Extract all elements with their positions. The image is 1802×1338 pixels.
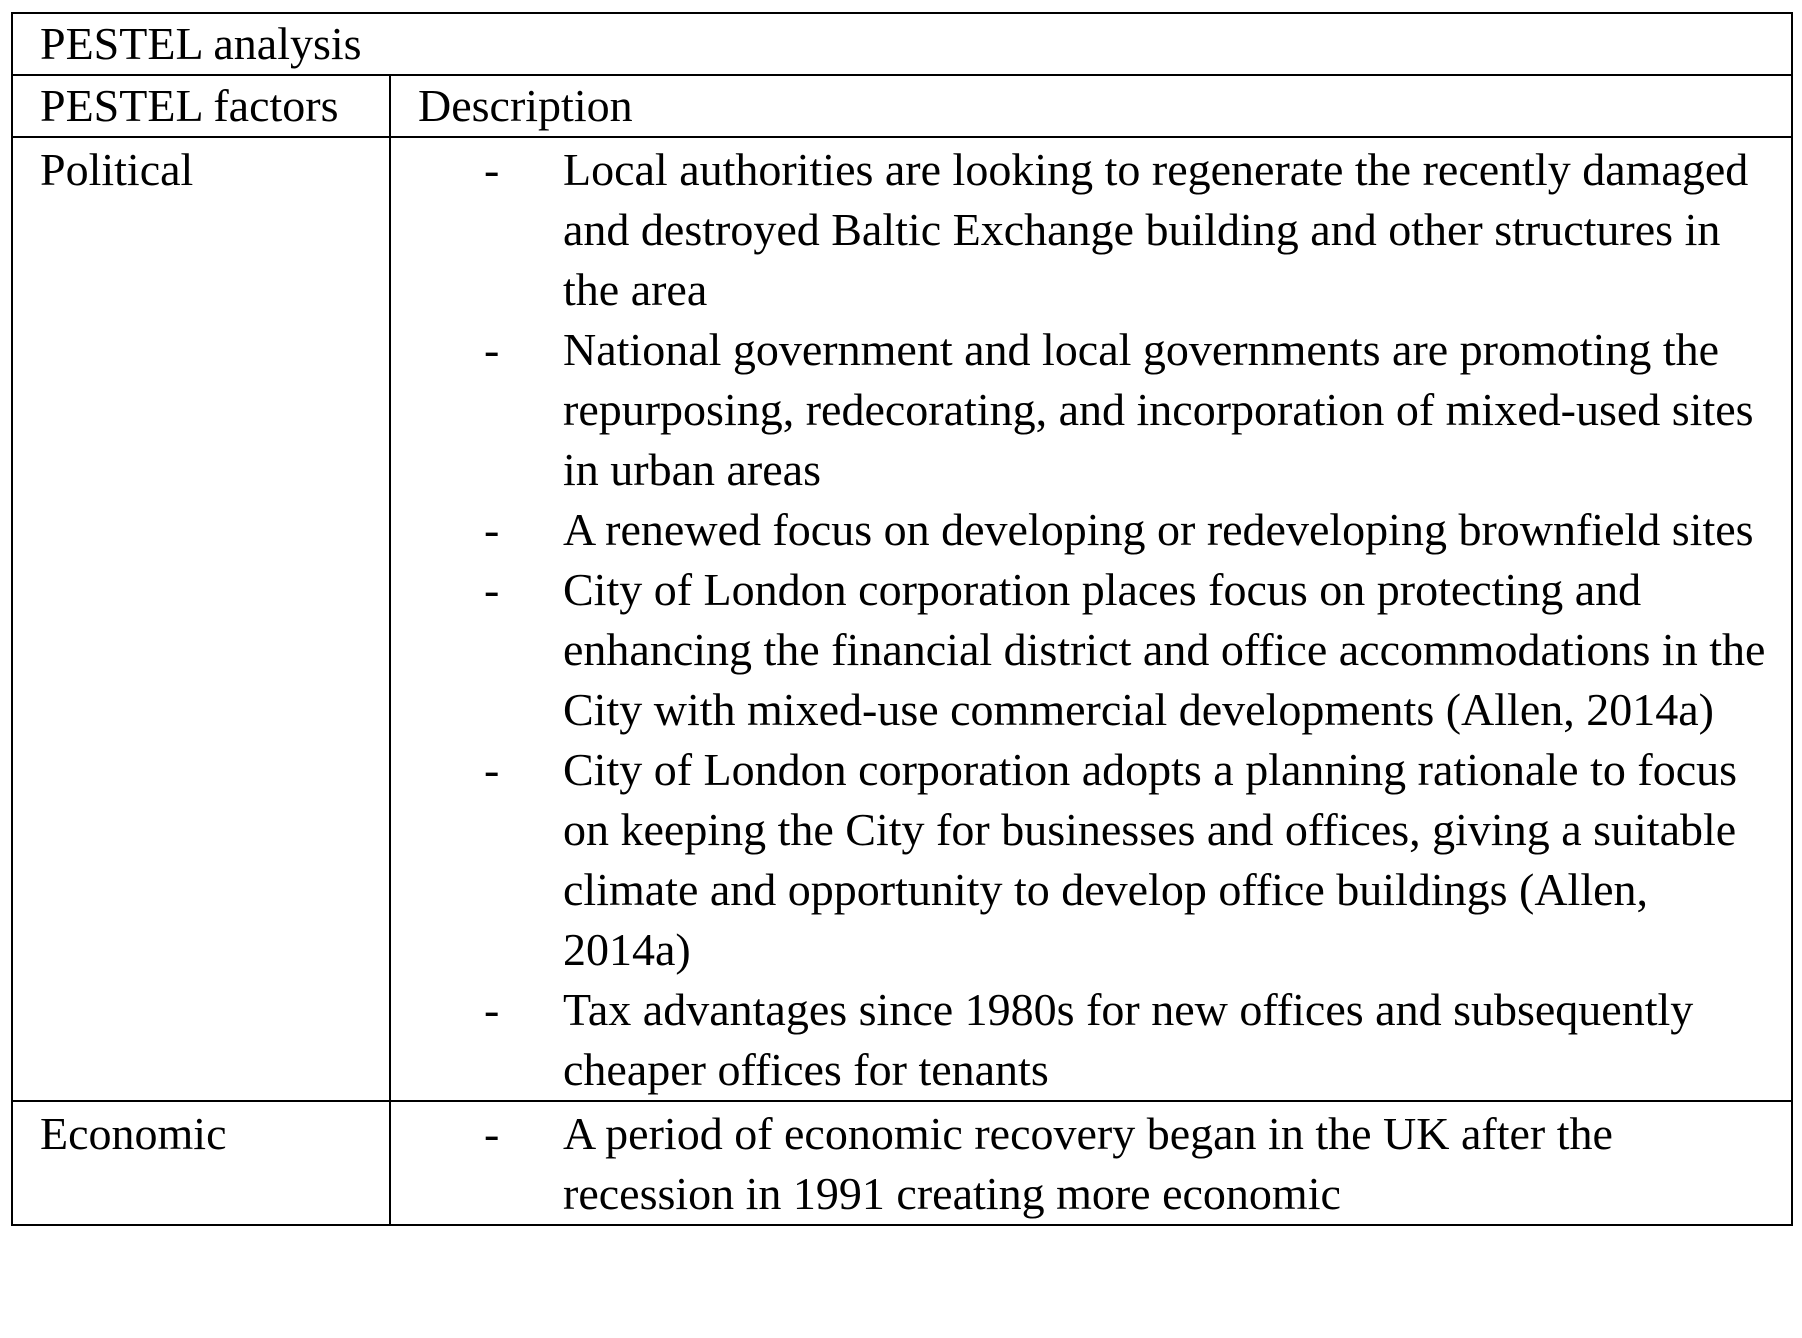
factor-label: Political [12,137,390,1101]
list-item-text: Local authorities are looking to regenerate the recently damaged and destroyed Baltic Exchange building and other structures in the area [563,144,1749,315]
list-item-text: A renewed focus on developing or redeveloping brownfield sites [563,504,1754,555]
bullet-dash: - [484,504,500,555]
title-row [12,13,1792,75]
list-item [391,500,1791,560]
list-item [391,740,1791,980]
bullet-dash: - [484,1108,500,1159]
bullet-dash: - [484,564,500,615]
list-item-text: Tax advantages since 1980s for new offices and subsequently cheaper offices for tenants [563,984,1694,1095]
list-item-text: City of London corporation adopts a planning rationale to focus on keeping the City for businesses and offices, giving a suitable climate and opportunity to develop office buildings (Allen, 2014a) [563,744,1738,975]
header-factors: PESTEL factors [12,75,390,137]
bullet-list [391,140,1791,1100]
bullet-dash: - [484,744,500,795]
list-item [391,980,1791,1100]
list-item-text: A period of economic recovery began in the UK after the recession in 1991 creating more economic [563,1108,1613,1219]
header-description: Description [390,75,1792,137]
bullet-dash: - [484,984,500,1035]
table-title: PESTEL analysis [12,13,1792,75]
list-item [391,560,1791,740]
list-item [391,320,1791,500]
header-row [12,75,1792,137]
description-cell [390,1101,1792,1225]
bullet-dash: - [484,324,500,375]
list-item-text: City of London corporation places focus on protecting and enhancing the financial district and office accommodations in the City with mixed-use commercial developments (Allen, 2014a) [563,564,1766,735]
table-row-economic [12,1101,1792,1225]
factor-label: Economic [12,1101,390,1225]
bullet-list [391,1104,1791,1224]
list-item [391,140,1791,320]
pestel-table [11,12,1793,1226]
list-item [391,1104,1791,1224]
description-cell [390,137,1792,1101]
table-row-political [12,137,1792,1101]
bullet-dash: - [484,144,500,195]
list-item-text: National government and local governments are promoting the repurposing, redecorating, and incorporation of mixed-used sites in urban areas [563,324,1754,495]
